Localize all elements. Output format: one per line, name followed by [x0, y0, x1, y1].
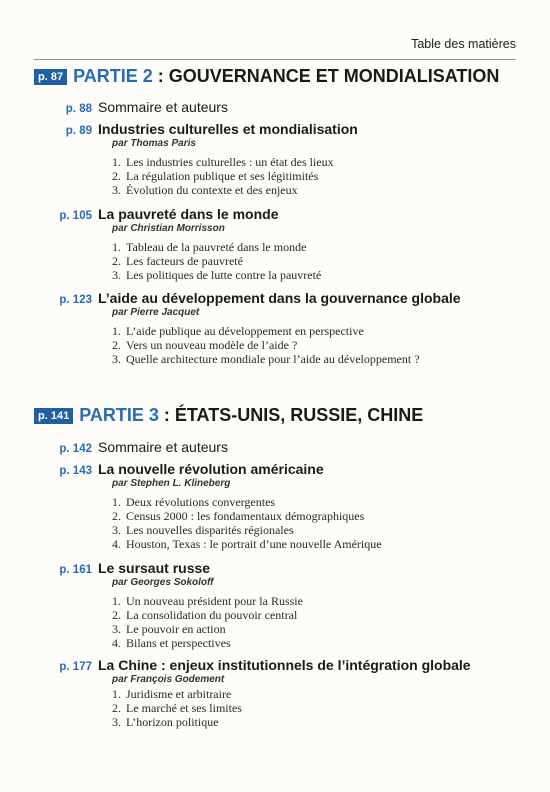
- part-title: PARTIE 2 : GOUVERNANCE ET MONDIALISATION: [73, 66, 500, 86]
- entry-author: par Thomas Paris: [112, 138, 196, 149]
- list-item: 3. Les politiques de lutte contre la pauvreté: [112, 268, 322, 282]
- entry-page[interactable]: p. 89: [65, 125, 92, 137]
- toc-entry: [34, 206, 530, 282]
- list-item: 4. Bilans et perspectives: [112, 636, 231, 650]
- entry-title[interactable]: La nouvelle révolution américaine: [98, 461, 324, 477]
- entry-page[interactable]: p. 123: [59, 294, 92, 306]
- list-item: 1. Deux révolutions convergentes: [112, 495, 276, 509]
- entry-title[interactable]: L’aide au développement dans la gouvernance globale: [98, 290, 461, 306]
- list-item: 4. Houston, Texas : le portrait d’une nouvelle Amérique: [112, 537, 382, 551]
- entry-author: par Pierre Jacquet: [112, 307, 200, 318]
- toc-entry: [34, 461, 530, 551]
- entry-page[interactable]: p. 88: [65, 103, 92, 115]
- toc-entry: [34, 560, 530, 650]
- list-item: 3. L’horizon politique: [112, 715, 219, 729]
- toc-entry: [34, 657, 530, 729]
- entry-author: par Stephen L. Klineberg: [112, 478, 231, 489]
- entry-title[interactable]: Sommaire et auteurs: [98, 439, 228, 455]
- list-item: 2. Census 2000 : les fondamentaux démographiques: [112, 509, 365, 523]
- list-item: 2. Le marché et ses limites: [112, 701, 242, 715]
- part-2-heading: [34, 66, 516, 87]
- toc-entry: [34, 290, 530, 366]
- header-rule: [34, 59, 516, 60]
- list-item: 3. Le pouvoir en action: [112, 622, 226, 636]
- list-item: 2. La régulation publique et ses légitimités: [112, 169, 319, 183]
- toc-entry: [34, 121, 530, 197]
- list-item: 2. La consolidation du pouvoir central: [112, 608, 298, 622]
- entry-title[interactable]: La pauvreté dans le monde: [98, 206, 279, 222]
- entry-title[interactable]: Industries culturelles et mondialisation: [98, 121, 358, 137]
- part-page-badge[interactable]: p. 87: [34, 69, 67, 85]
- entry-title[interactable]: Sommaire et auteurs: [98, 99, 228, 115]
- part-3-heading: [34, 405, 516, 426]
- entry-page[interactable]: p. 161: [59, 564, 92, 576]
- list-item: 1. L’aide publique au développement en perspective: [112, 324, 364, 338]
- list-item: 3. Quelle architecture mondiale pour l’aide au développement ?: [112, 352, 420, 366]
- entry-author: par Georges Sokoloff: [112, 577, 214, 588]
- entry-page[interactable]: p. 105: [59, 210, 92, 222]
- running-header: Table des matières: [411, 37, 516, 51]
- entry-page[interactable]: p. 142: [59, 443, 92, 455]
- list-item: 1. Tableau de la pauvreté dans le monde: [112, 240, 307, 254]
- part-page-badge[interactable]: p. 141: [34, 408, 73, 424]
- list-item: 3. Les nouvelles disparités régionales: [112, 523, 294, 537]
- list-item: 1. Un nouveau président pour la Russie: [112, 594, 303, 608]
- list-item: 1. Juridisme et arbitraire: [112, 687, 232, 701]
- toc-entry: [34, 99, 530, 115]
- entry-page[interactable]: p. 143: [59, 465, 92, 477]
- entry-author: par François Godement: [112, 674, 225, 685]
- list-item: 2. Vers un nouveau modèle de l’aide ?: [112, 338, 298, 352]
- toc-entry: [34, 439, 530, 455]
- entry-title[interactable]: La Chine : enjeux institutionnels de l’intégration globale: [98, 657, 471, 673]
- entry-title[interactable]: Le sursaut russe: [98, 560, 211, 576]
- part-title: PARTIE 3 : ÉTATS-UNIS, RUSSIE, CHINE: [79, 405, 424, 425]
- list-item: 2. Les facteurs de pauvreté: [112, 254, 243, 268]
- entry-author: par Christian Morrisson: [112, 223, 225, 234]
- entry-page[interactable]: p. 177: [59, 661, 92, 673]
- list-item: 1. Les industries culturelles : un état des lieux: [112, 155, 334, 169]
- list-item: 3. Évolution du contexte et des enjeux: [112, 183, 298, 197]
